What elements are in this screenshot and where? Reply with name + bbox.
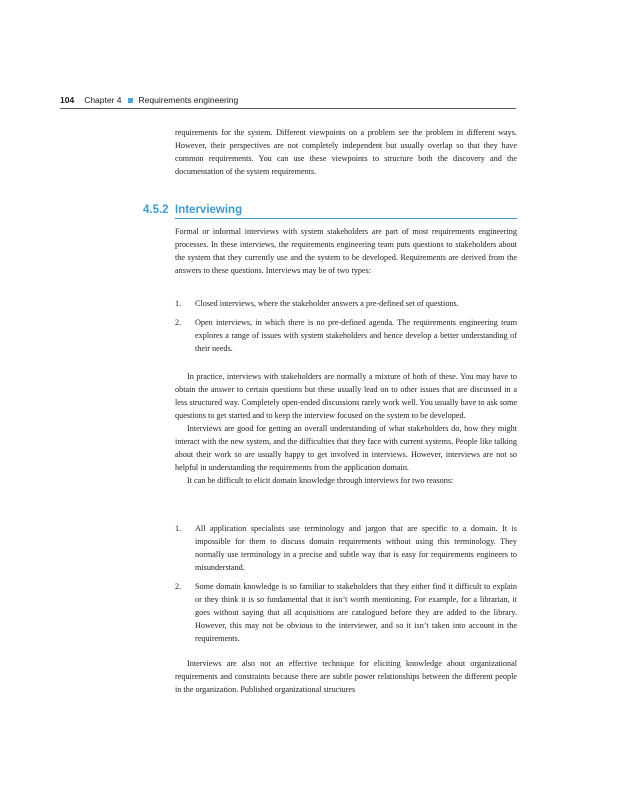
interview-types-list-block [175,297,517,355]
list-item-text: Closed interviews, where the stakeholder answers a pre-defined set of questions. [195,299,459,308]
list-item [175,316,517,355]
header-rule [60,108,516,109]
section-title: Interviewing [175,204,243,216]
section-heading [143,204,516,216]
section-intro-block [175,225,517,277]
chapter-title: Requirements engineering [138,95,239,105]
paragraph-1: Formal or informal interviews with system stakeholders are part of most requirements engineering processes. In these interviews, the requirements engineering team puts questions to stakeholders about the system that they currently use and the system to be developed. Requirements are derived from the answers to these questions. Interviews may be of two types: [175,227,517,275]
section-number: 4.5.2 [143,204,169,216]
list-marker: 1. [175,524,182,533]
list-item [175,297,517,310]
page-number: 104 [60,95,75,105]
paragraph-2: In practice, interviews with stakeholders are normally a mixture of both of these. You may have to obtain the answer to certain questions but these usually lead on to other issues that are discussed in a less structured way. Completely open-ended discussions rarely work well. You usually have to ask some questions to get started and to keep the interview focused on the system to be developed. [175,372,517,420]
discussion-block [175,370,517,487]
list-item-text: Some domain knowledge is so familiar to stakeholders that they either find it difficult to explain or they think it is so fundamental that it isn’t worth mentioning. For example, for a librarian, it goes without saying that all acquisitions are catalogued before they are added to the library. However, this may not be obvious to the interviewer, and so it isn’t taken into account in the requirements. [195,582,517,643]
list-item-text: All application specialists use terminology and jargon that are specific to a domain. It is impossible for them to discuss domain requirements without using this terminology. They normally use terminology in a precise and subtle way that is easy for requirements engineers to misunderstand. [195,524,517,572]
list-marker: 2. [175,318,182,327]
paragraph-4: It can be difficult to elicit domain knowledge through interviews for two reasons: [187,476,454,485]
list-marker: 1. [175,299,182,308]
closing-block [175,657,517,696]
intro-paragraph-block [175,126,517,178]
list-item [175,580,517,645]
paragraph-3: Interviews are good for getting an overall understanding of what stakeholders do, how they might interact with the new system, and the difficulties that they face with current systems. People like talking about their work so are usually happy to get involved in interviews. However, interviews are not so helpful in understanding the requirements from the application domain. [175,424,517,472]
chapter-label: Chapter 4 [84,95,122,105]
domain-knowledge-list-block [175,522,517,645]
intro-paragraph: requirements for the system. Different viewpoints on a problem see the problem in different ways. However, their perspectives are not completely independent but usually overlap so that they have common requirements. You can use these viewpoints to structure both the discovery and the documentation of the system requirements. [175,128,517,176]
section-heading-rule [175,218,517,219]
interview-types-list [175,297,517,355]
paragraph-5: Interviews are also not an effective technique for eliciting knowledge about organizational requirements and constraints because there are subtle power relationships between the different people in the organization. Published organizational structures [175,659,517,694]
list-item [175,522,517,574]
running-header [60,95,516,105]
list-marker: 2. [175,582,182,591]
list-item-text: Open interviews, in which there is no pre-defined agenda. The requirements engineering team explores a range of issues with system stakeholders and hence develop a better understanding of their needs. [195,318,517,353]
header-separator-square-icon [128,98,133,103]
domain-knowledge-list [175,522,517,645]
